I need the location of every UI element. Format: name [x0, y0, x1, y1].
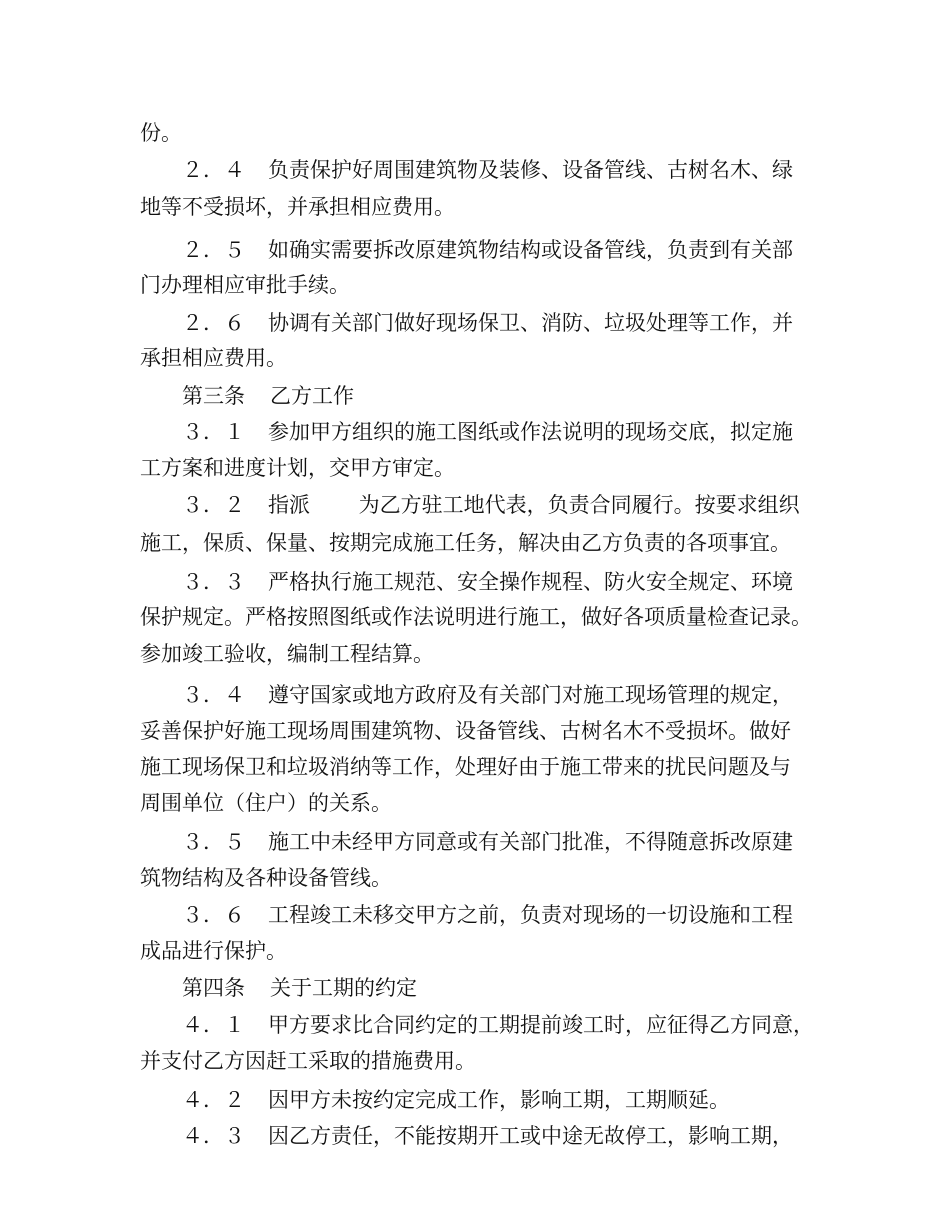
clause-number: ２．６: [182, 311, 245, 335]
paragraph-text: 地等不受损坏，并承担相应费用。: [140, 195, 455, 219]
clause-line: [182, 680, 820, 710]
text-line: [140, 716, 820, 746]
paragraph-text: 施工，保质、保量、按期完成施工任务，解决由乙方负责的各项事宜。: [140, 531, 791, 555]
clause-line: [182, 827, 820, 857]
paragraph-text: 并支付乙方因赶工采取的措施费用。: [140, 1049, 476, 1073]
clause-number: ３．４: [182, 683, 245, 707]
text-line: [140, 602, 820, 632]
text-line: [140, 936, 820, 966]
paragraph-text: 指派 为乙方驻工地代表，负责合同履行。按要求组织: [268, 493, 800, 517]
article-heading-number: 第四条: [182, 976, 245, 1000]
text-line: [140, 863, 820, 893]
clause-line: [182, 1010, 820, 1040]
paragraph-text: 参加甲方组织的施工图纸或作法说明的现场交底，拟定施: [268, 420, 793, 444]
text-line: [140, 343, 820, 373]
clause-number: ２．５: [182, 238, 245, 262]
clause-line: [182, 308, 820, 338]
text-line: [140, 528, 820, 558]
clause-line: [182, 155, 820, 185]
text-line: [140, 453, 820, 483]
paragraph-text: 遵守国家或地方政府及有关部门对施工现场管理的规定，: [268, 683, 793, 707]
paragraph-text: 严格执行施工规范、安全操作规程、防火安全规定、环境: [268, 570, 793, 594]
paragraph-text: 因乙方责任，不能按期开工或中途无故停工，影响工期，: [268, 1124, 793, 1148]
clause-number: ３．１: [182, 420, 245, 444]
clause-line: [182, 1121, 820, 1151]
paragraph-text: 因甲方未按约定完成工作，影响工期，工期顺延。: [268, 1088, 730, 1112]
paragraph-text: 如确实需要拆改原建筑物结构或设备管线，负责到有关部: [268, 238, 793, 262]
paragraph-text: 妥善保护好施工现场周围建筑物、设备管线、古树名木不受损坏。做好: [140, 719, 791, 743]
paragraph-text: 承担相应费用。: [140, 346, 287, 370]
article-heading-number: 第三条: [182, 384, 245, 408]
paragraph-text: 工程竣工未移交甲方之前，负责对现场的一切设施和工程: [268, 903, 793, 927]
text-line: [140, 1046, 820, 1076]
article-heading-text: 乙方工作: [270, 384, 354, 408]
paragraph-text: 成品进行保护。: [140, 939, 287, 963]
clause-line: [182, 1085, 820, 1115]
paragraph-text: 施工现场保卫和垃圾消纳等工作，处理好由于施工带来的扰民问题及与: [140, 755, 791, 779]
clause-number: ４．２: [182, 1088, 245, 1112]
article-heading-text: 关于工期的约定: [270, 976, 417, 1000]
text-line: [140, 752, 820, 782]
clause-number: ３．２: [182, 493, 245, 517]
clause-line: [182, 900, 820, 930]
text-line: [140, 192, 820, 222]
clause-line: [182, 381, 820, 411]
clause-number: ２．４: [182, 158, 245, 182]
paragraph-text: 筑物结构及各种设备管线。: [140, 866, 392, 890]
clause-line: [182, 567, 820, 597]
clause-line: [182, 235, 820, 265]
paragraph-text: 参加竣工验收，编制工程结算。: [140, 642, 434, 666]
paragraph-text: 协调有关部门做好现场保卫、消防、垃圾处理等工作，并: [268, 311, 793, 335]
clause-number: ３．５: [182, 830, 245, 854]
paragraph-text: 份。: [140, 121, 182, 145]
clause-number: ４．１: [182, 1013, 245, 1037]
paragraph-text: 周围单位（住户）的关系。: [140, 791, 392, 815]
paragraph-text: 保护规定。严格按照图纸或作法说明进行施工，做好各项质量检查记录。: [140, 605, 812, 629]
clause-line: [182, 490, 820, 520]
paragraph-text: 门办理相应审批手续。: [140, 273, 350, 297]
text-line: [140, 118, 820, 148]
clause-line: [182, 417, 820, 447]
clause-line: [182, 973, 820, 1003]
paragraph-text: 甲方要求比合同约定的工期提前竣工时，应征得乙方同意，: [268, 1013, 814, 1037]
paragraph-text: 负责保护好周围建筑物及装修、设备管线、古树名木、绿: [268, 158, 793, 182]
clause-number: ４．３: [182, 1124, 245, 1148]
text-line: [140, 639, 820, 669]
text-line: [140, 788, 820, 818]
paragraph-text: 施工中未经甲方同意或有关部门批准，不得随意拆改原建: [268, 830, 793, 854]
text-line: [140, 270, 820, 300]
clause-number: ３．６: [182, 903, 245, 927]
clause-number: ３．３: [182, 570, 245, 594]
paragraph-text: 工方案和进度计划，交甲方审定。: [140, 456, 455, 480]
